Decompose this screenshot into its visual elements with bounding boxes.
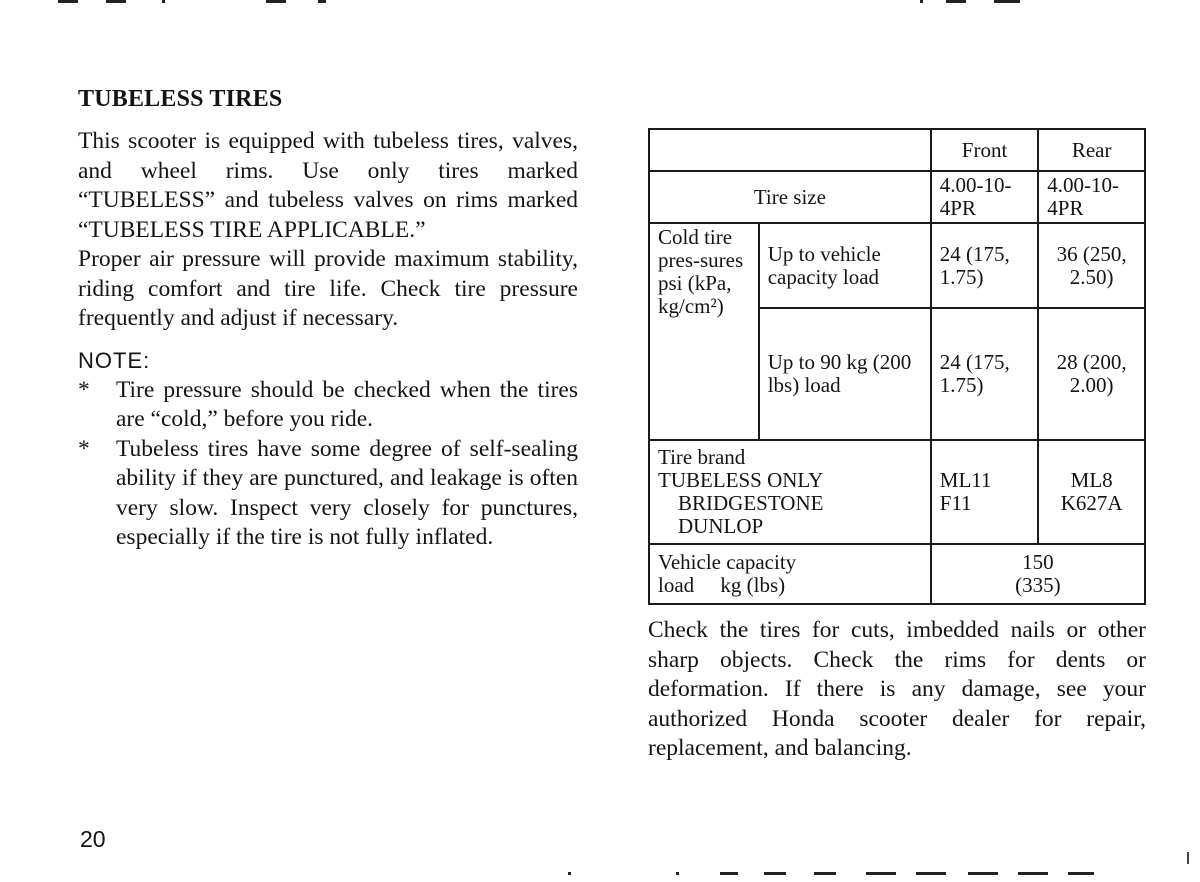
note-bullet: * [78,435,90,462]
intro-paragraph: This scooter is equipped with tubeless tires, valves, and wheel rims. Use only tires marked “TUBELESS” and tubeless valves on rims marked “TUBELESS TIRE APPLICABLE.” [78,128,578,243]
tubeless-only-label: TUBELESS ONLY [658,468,824,492]
tire-size-rear: 4.00-10-4PR [1038,171,1145,223]
pressure-row [649,223,1145,308]
tire-spec-table [648,128,1146,605]
page-number: 20 [80,826,106,852]
brand-rear-bridgestone: ML8 [1070,468,1113,492]
inspection-paragraph: Check the tires for cuts, imbedded nails or other sharp objects. Check the rims for dents or deformation. If there is any damage, see your authorized Honda scooter dealer for repair, replacement, and balancing. [648,617,1146,761]
tire-size-row [649,171,1145,223]
cold-pressure-label: Cold tire pres-sures psi (kPa, kg/cm²) [649,223,759,440]
pressure-condition: Up to 90 kg (200 lbs) load [759,308,931,440]
tire-brand-label: Tire brand [658,445,746,469]
edge-mark [1187,852,1189,864]
top-scan-marks [0,0,1200,10]
brand-rear-cell [1038,440,1145,544]
note-item [78,376,578,435]
tire-size-label: Tire size [649,171,931,223]
note-bullet: * [78,376,90,403]
table-header-row [649,129,1145,171]
note-item [78,435,578,553]
brand-front-dunlop: F11 [939,491,972,515]
section-title: TUBELESS TIRES [78,86,283,112]
left-column [78,86,578,553]
tire-brand-row [649,440,1145,544]
capacity-label: Vehicle capacity [658,550,797,574]
capacity-row [649,544,1145,604]
pressure-condition: Up to vehicle capacity load [759,223,931,308]
pressure-rear: 36 (250, 2.50) [1038,223,1145,308]
pressure-front: 24 (175, 1.75) [931,308,1039,440]
note-label: NOTE: [78,347,151,373]
table-corner-cell [649,129,931,171]
header-rear: Rear [1038,129,1145,171]
capacity-label-cell [649,544,931,604]
header-front: Front [931,129,1039,171]
capacity-value: 150 [1022,550,1054,574]
capacity-unit-label: load kg (lbs) [658,573,786,597]
note-text: Tubeless tires have some degree of self-sealing ability if they are punctured, and leakage is often very slow. Inspect very closely for punctures, especially if the tire is not fully inflated. [116,435,578,550]
note-text: Tire pressure should be checked when the tires are “cold,” before you ride. [116,376,578,432]
brand-rear-dunlop: K627A [1060,491,1123,515]
pressure-front: 24 (175, 1.75) [931,223,1039,308]
brand-bridgestone: BRIDGESTONE [678,491,824,515]
tire-size-front: 4.00-10-4PR [931,171,1039,223]
capacity-value-cell [931,544,1145,604]
capacity-value-lbs: (335) [1015,573,1061,597]
bottom-scan-marks [0,872,1200,882]
brand-front-cell [931,440,1039,544]
pressure-rear: 28 (200, 2.00) [1038,308,1145,440]
brand-dunlop: DUNLOP [678,514,764,538]
pressure-paragraph: Proper air pressure will provide maximum stability, riding comfort and tire life. Check tire pressure frequently and adjust if necessary. [78,246,578,331]
brand-front-bridgestone: ML11 [939,468,992,492]
tire-brand-cell [649,440,931,544]
